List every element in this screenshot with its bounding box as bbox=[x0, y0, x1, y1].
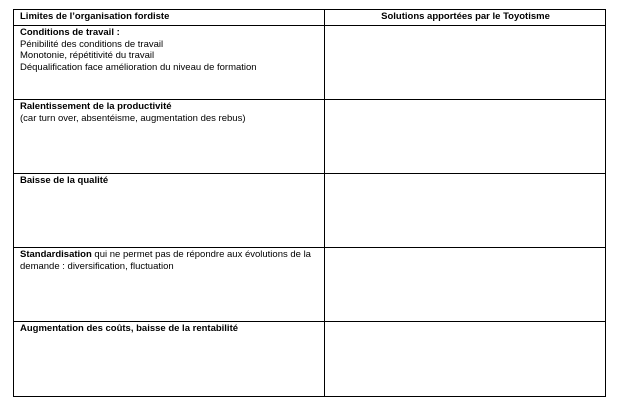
table-row bbox=[14, 26, 606, 100]
limit-cell-working-conditions bbox=[14, 26, 325, 100]
table-row bbox=[14, 174, 606, 248]
limit-title: Baisse de la qualité bbox=[20, 175, 109, 186]
limit-title: Standardisation bbox=[20, 249, 92, 260]
solution-cell[interactable] bbox=[325, 26, 606, 100]
limit-title-line bbox=[20, 249, 319, 261]
limit-title-rest: qui ne permet pas de répondre aux évolutions de la bbox=[91, 249, 311, 260]
solution-cell[interactable] bbox=[325, 248, 606, 322]
limit-detail: demande : diversification, fluctuation bbox=[20, 260, 174, 272]
limit-cell-standardisation bbox=[14, 248, 325, 322]
table-row bbox=[14, 248, 606, 322]
solution-cell[interactable] bbox=[325, 100, 606, 174]
fordism-toyotism-table bbox=[13, 9, 606, 397]
limit-cell-productivity bbox=[14, 100, 325, 174]
limit-title: Augmentation des coûts, baisse de la rentabilité bbox=[20, 323, 239, 334]
header-row bbox=[14, 10, 606, 26]
limit-title: Conditions de travail : bbox=[20, 27, 120, 38]
limit-detail: Déqualification face amélioration du niveau de formation bbox=[20, 61, 257, 73]
limit-detail: Pénibilité des conditions de travail bbox=[20, 38, 164, 50]
table-row bbox=[14, 322, 606, 397]
header-toyotism-solutions: Solutions apportées par le Toyotisme bbox=[325, 10, 606, 26]
limit-detail: (car turn over, absentéisme, augmentation des rebus) bbox=[20, 112, 246, 124]
limit-cell-costs bbox=[14, 322, 325, 397]
table-row bbox=[14, 100, 606, 174]
header-fordist-limits: Limites de l’organisation fordiste bbox=[14, 10, 325, 26]
limit-detail: Monotonie, répétitivité du travail bbox=[20, 50, 155, 61]
limit-cell-quality bbox=[14, 174, 325, 248]
solution-cell[interactable] bbox=[325, 322, 606, 397]
solution-cell[interactable] bbox=[325, 174, 606, 248]
limit-title: Ralentissement de la productivité bbox=[20, 101, 172, 112]
